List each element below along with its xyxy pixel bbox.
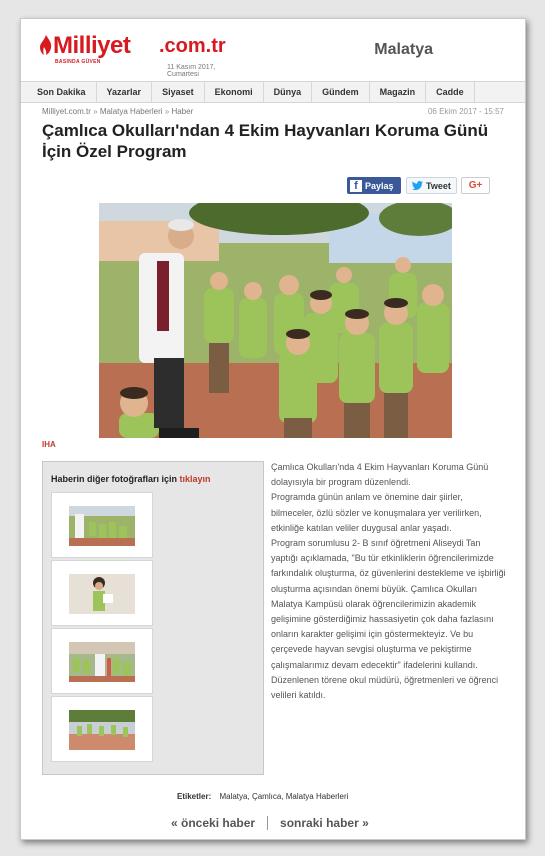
header-date: 11 Kasım 2017, Cumartesi xyxy=(167,64,216,78)
site-header xyxy=(21,19,525,81)
article-paragraph: Çamlıca Okulları'nda 4 Ekim Hayvanları Koruma Günü dolayısıyla bir program düzenlendi. xyxy=(271,462,489,488)
site-logo[interactable] xyxy=(39,32,249,78)
breadcrumb-separator: » xyxy=(164,107,170,116)
previous-article-link[interactable]: « önceki haber xyxy=(171,816,256,830)
thumbnail-image xyxy=(69,642,135,682)
pager-divider xyxy=(267,816,268,830)
thumbnail-image xyxy=(69,710,135,750)
article-paragraph: Düzenlenen törene okul müdürü, öğretmenleri ve öğrenci velileri katıldı. xyxy=(271,674,499,701)
nav-item-yazarlar[interactable]: Yazarlar xyxy=(97,82,153,102)
flame-icon xyxy=(39,35,53,55)
google-plus-label: G+ xyxy=(468,180,483,191)
city-title[interactable]: Malatya xyxy=(374,41,433,58)
tags-label: Etiketler: xyxy=(177,792,212,801)
facebook-icon: f xyxy=(350,180,362,192)
tag-link[interactable]: Çamlıca xyxy=(251,792,282,801)
gallery-title-text: Haberin diğer fotoğrafları için xyxy=(51,474,178,484)
gallery-link[interactable]: tıklayın xyxy=(179,474,211,484)
page-frame xyxy=(20,18,526,840)
nav-item-gundem[interactable]: Gündem xyxy=(312,82,370,102)
facebook-share-label: Paylaş xyxy=(365,180,394,191)
publish-date: 06 Ekim 2017 - 15:57 xyxy=(427,107,504,116)
gallery-thumbnail[interactable] xyxy=(51,560,153,626)
nav-item-ekonomi[interactable]: Ekonomi xyxy=(205,82,264,102)
thumbnail-image xyxy=(69,506,135,546)
gallery-thumbnail[interactable] xyxy=(51,628,153,694)
tags-row: Etiketler: Malatya, Çamlıca, Malatya Haberleri xyxy=(177,792,349,801)
logo-domain: .com.tr xyxy=(159,35,226,57)
logo-slogan: BASINDA GÜVEN xyxy=(55,59,101,65)
breadcrumb-haber[interactable]: Haber xyxy=(171,107,194,116)
gallery-thumbnail[interactable] xyxy=(51,696,153,762)
main-nav xyxy=(21,81,525,103)
nav-item-son-dakika[interactable]: Son Dakika xyxy=(21,82,97,102)
next-article-link[interactable]: sonraki haber » xyxy=(280,816,369,830)
google-plus-button[interactable] xyxy=(461,177,490,194)
article-photo[interactable] xyxy=(99,203,452,438)
breadcrumb-malatya[interactable]: Malatya Haberleri xyxy=(99,107,163,116)
nav-item-magazin[interactable]: Magazin xyxy=(370,82,427,102)
article-pager xyxy=(171,816,369,830)
thumbnail-image xyxy=(69,574,135,614)
nav-item-dunya[interactable]: Dünya xyxy=(264,82,313,102)
twitter-icon xyxy=(412,181,423,190)
gallery-title xyxy=(51,474,211,484)
news-source: IHA xyxy=(42,440,56,449)
nav-item-cadde[interactable]: Cadde xyxy=(426,82,475,102)
tag-link[interactable]: Malatya Haberleri xyxy=(285,792,349,801)
photo-gallery-box xyxy=(42,461,264,775)
article-photo-image xyxy=(99,203,452,438)
facebook-share-button[interactable] xyxy=(347,177,401,194)
article-title: Çamlıca Okulları'ndan 4 Ekim Hayvanları Koruma Günü İçin Özel Program xyxy=(42,121,489,161)
gallery-thumbnail[interactable] xyxy=(51,492,153,558)
breadcrumb-home[interactable]: Milliyet.com.tr xyxy=(42,107,91,116)
logo-name: Milliyet xyxy=(53,32,131,59)
article-paragraph: Program sorumlusu 2- B sınıf öğretmeni Aliseydi Tan yaptığı açıklamada, "Bu tür etkinliklerin öğrencilerimizde farkındalık oluşturma, öz güvenlerini destekleme ve işbirliği oluşturma açısından önemi büyük. Çamlıca Okulları Malatya Kampüsü olarak öğrencilerimizin akademik gelişimine gösterdiğimiz hassasiyetin çok daha fazlasını onların karakter gelişimi için göstermekteyiz. Ve bu çerçevede hayvan sevgisi oluşturma ve pekiştirme çalışmalarımız devam edecektir" ifadelerini kullandı. xyxy=(271,538,506,670)
article-body xyxy=(271,460,507,703)
breadcrumb xyxy=(42,107,193,116)
article-paragraph: Programda günün anlam ve önemine dair şiirler, bilmeceler, özlü sözler ve konuşmalara yer verilirken, etkinliğe katılan veliler duygusal anlar yaşadı. xyxy=(271,492,482,533)
tag-link[interactable]: Malatya xyxy=(219,792,248,801)
breadcrumb-separator: » xyxy=(93,107,98,116)
nav-item-siyaset[interactable]: Siyaset xyxy=(152,82,205,102)
twitter-tweet-button[interactable] xyxy=(406,177,457,194)
twitter-tweet-label: Tweet xyxy=(426,180,451,191)
